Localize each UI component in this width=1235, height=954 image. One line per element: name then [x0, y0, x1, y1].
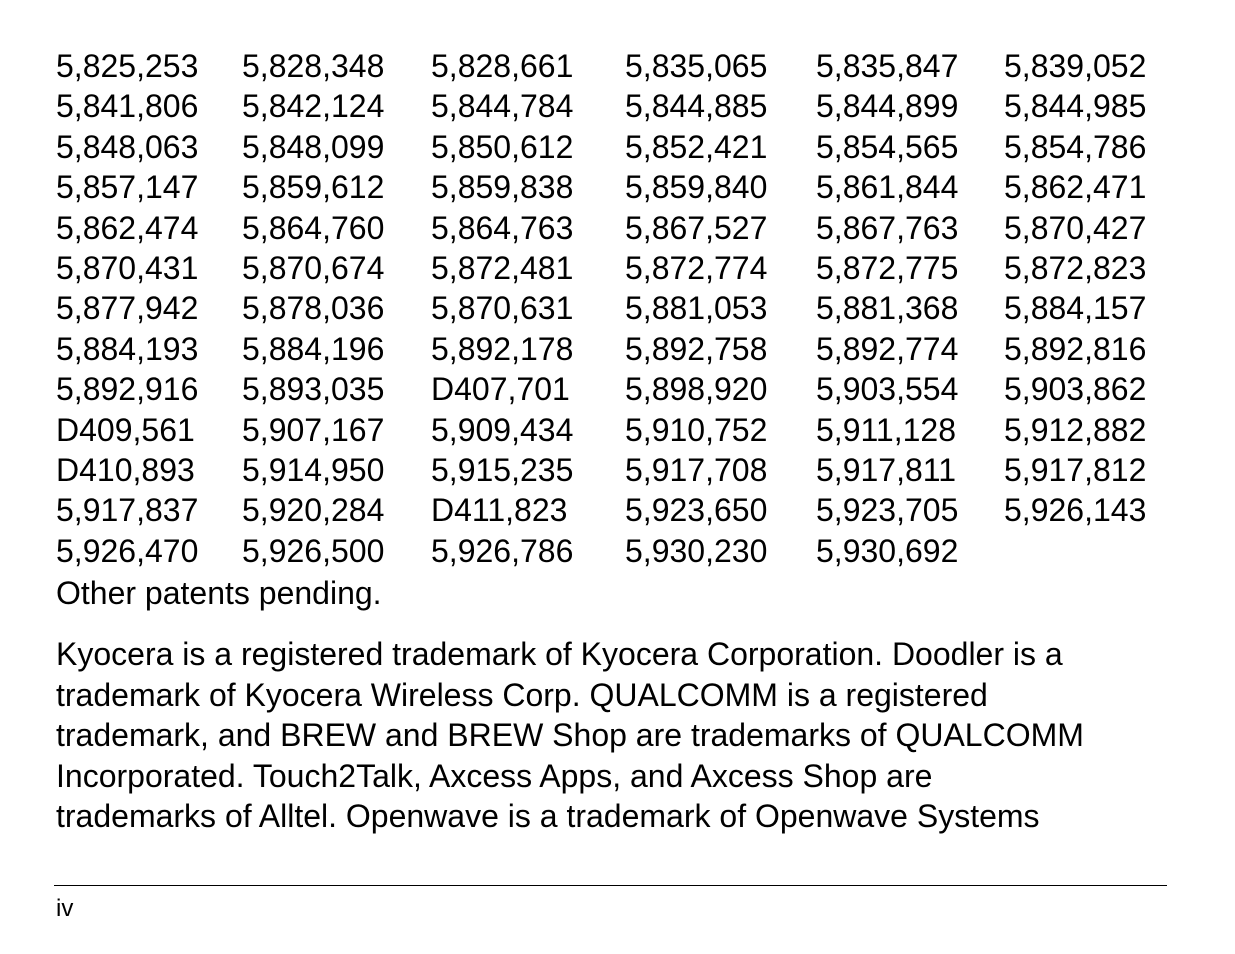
patent-number: 5,872,481 [431, 250, 574, 287]
patent-number: 5,884,157 [1004, 290, 1147, 327]
table-row [56, 410, 1164, 450]
patent-number: 5,914,950 [242, 452, 385, 489]
patent-number: 5,892,816 [1004, 330, 1147, 367]
table-row [56, 329, 1164, 369]
patent-number: 5,828,348 [242, 48, 385, 84]
patent-number: 5,892,758 [625, 330, 768, 367]
patent-number: 5,848,063 [56, 128, 199, 165]
patent-number: 5,903,862 [1004, 371, 1147, 408]
table-row [56, 369, 1164, 409]
patent-number: 5,839,052 [1004, 48, 1147, 84]
patent-number: 5,872,774 [625, 250, 768, 287]
patent-number: 5,867,527 [625, 209, 768, 246]
trademark-line: trademark, and BREW and BREW Shop are trademarks of QUALCOMM [56, 717, 1084, 754]
footer-divider [54, 885, 1167, 886]
patent-number: 5,881,053 [625, 290, 768, 327]
patent-number: 5,907,167 [242, 411, 385, 448]
patent-number: 5,917,811 [816, 452, 956, 489]
patent-number: 5,854,786 [1004, 128, 1147, 165]
patent-number: 5,828,661 [431, 48, 574, 84]
patent-number: 5,930,230 [625, 532, 768, 569]
patent-number: 5,926,143 [1004, 492, 1147, 529]
patent-number: D411,823 [431, 492, 568, 529]
patent-number: 5,926,470 [56, 532, 199, 569]
patent-number: 5,893,035 [242, 371, 385, 408]
table-row [56, 86, 1164, 126]
patent-number: 5,864,763 [431, 209, 574, 246]
patent-number: 5,923,705 [816, 492, 959, 529]
patent-number: 5,842,124 [242, 88, 385, 125]
patent-number: 5,854,565 [816, 128, 959, 165]
patent-number: 5,848,099 [242, 128, 385, 165]
patent-number: D410,893 [56, 452, 195, 489]
patent-number: 5,825,253 [56, 48, 199, 84]
patent-number: D409,561 [56, 411, 195, 448]
table-row [56, 127, 1164, 167]
table-row [56, 46, 1164, 86]
patent-number: 5,917,837 [56, 492, 199, 529]
patent-number: 5,861,844 [816, 169, 959, 206]
trademark-line: trademarks of Alltel. Openwave is a trademark of Openwave Systems [56, 798, 1040, 835]
patent-number: 5,878,036 [242, 290, 385, 327]
patent-number: 5,862,471 [1004, 169, 1147, 206]
trademark-line: trademark of Kyocera Wireless Corp. QUALCOMM is a registered [56, 676, 988, 713]
patent-number: 5,917,812 [1004, 452, 1147, 489]
table-row [56, 288, 1164, 328]
table-row [56, 531, 1164, 571]
patent-number: 5,844,784 [431, 88, 574, 125]
patent-number: 5,841,806 [56, 88, 199, 125]
patent-number: 5,870,427 [1004, 209, 1147, 246]
patent-number: 5,910,752 [625, 411, 768, 448]
patent-number: 5,870,631 [431, 290, 574, 327]
table-row [56, 167, 1164, 207]
patent-number: 5,850,612 [431, 128, 574, 165]
patent-number [1004, 531, 1164, 571]
patent-number: 5,877,942 [56, 290, 199, 327]
patent-number: 5,892,916 [56, 371, 199, 408]
table-row [56, 490, 1164, 530]
patent-number: 5,920,284 [242, 492, 385, 529]
page-number: iv [56, 895, 74, 922]
trademark-line: Kyocera is a registered trademark of Kyocera Corporation. Doodler is a [56, 636, 1063, 672]
patent-number: 5,859,612 [242, 169, 385, 206]
patent-number: 5,872,775 [816, 250, 959, 287]
trademark-line: Incorporated. Touch2Talk, Axcess Apps, and Axcess Shop are [56, 757, 933, 794]
table-row [56, 248, 1164, 288]
patent-number: 5,926,500 [242, 532, 385, 569]
patent-number: 5,857,147 [56, 169, 199, 206]
patent-number: 5,881,368 [816, 290, 959, 327]
patent-number: 5,926,786 [431, 532, 574, 569]
patent-number: 5,892,178 [431, 330, 574, 367]
patent-number: 5,862,474 [56, 209, 199, 246]
patent-table-body [56, 46, 1164, 571]
patent-number-table [56, 46, 1164, 571]
patent-number: 5,923,650 [625, 492, 768, 529]
patent-number: 5,859,840 [625, 169, 768, 206]
patent-number: 5,864,760 [242, 209, 385, 246]
patent-number: 5,903,554 [816, 371, 959, 408]
patent-number: 5,867,763 [816, 209, 959, 246]
patent-number: 5,835,065 [625, 48, 768, 84]
patent-number: 5,930,692 [816, 532, 959, 569]
patent-number: 5,852,421 [625, 128, 768, 165]
patent-number: 5,884,193 [56, 330, 199, 367]
table-row [56, 450, 1164, 490]
patent-number: D407,701 [431, 371, 570, 408]
patent-number: 5,870,674 [242, 250, 385, 287]
patent-number: 5,844,985 [1004, 88, 1147, 125]
patent-number: 5,844,885 [625, 88, 768, 125]
patent-number: 5,898,920 [625, 371, 768, 408]
patent-number: 5,909,434 [431, 411, 574, 448]
trademark-notice [56, 634, 1176, 837]
patent-number: 5,870,431 [56, 250, 199, 287]
patent-number: 5,872,823 [1004, 250, 1147, 287]
patent-number: 5,844,899 [816, 88, 959, 125]
patent-number: 5,884,196 [242, 330, 385, 367]
patent-number: 5,912,882 [1004, 411, 1147, 448]
table-row [56, 208, 1164, 248]
patent-number: 5,859,838 [431, 169, 574, 206]
patent-number: 5,915,235 [431, 452, 574, 489]
patent-number: 5,892,774 [816, 330, 959, 367]
patent-number: 5,911,128 [816, 411, 956, 448]
patent-number: 5,917,708 [625, 452, 768, 489]
patent-number: 5,835,847 [816, 48, 959, 84]
patents-pending-note: Other patents pending. [56, 575, 382, 611]
